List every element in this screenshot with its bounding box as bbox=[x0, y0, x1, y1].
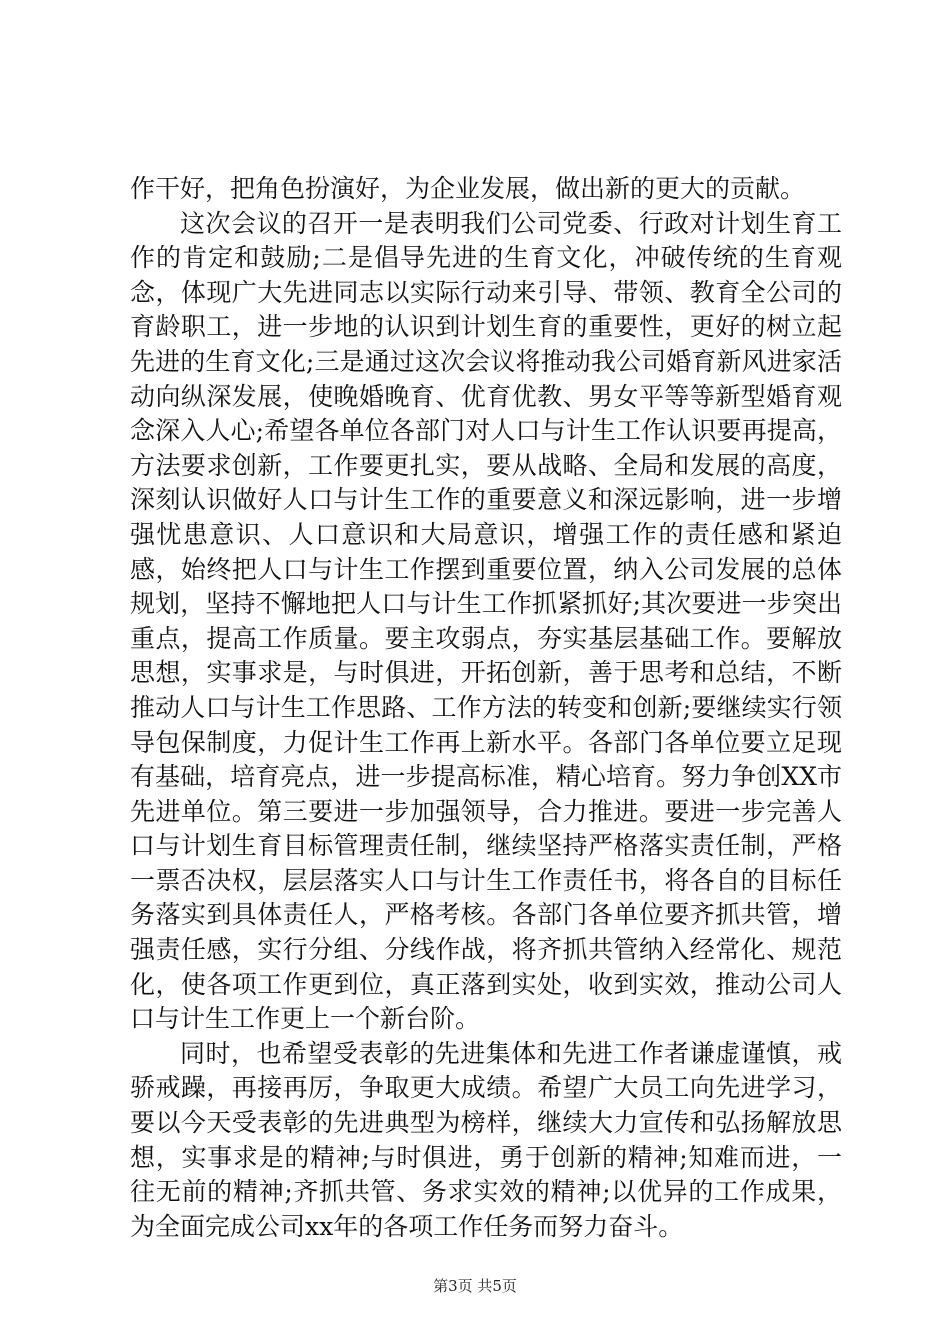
paragraph-continuation: 作干好，把角色扮演好，为企业发展，做出新的更大的贡献。 bbox=[130, 174, 806, 203]
paragraph-closing-hopes: 同时，也希望受表彰的先进集体和先进工作者谦虚谨慎，戒骄戒躁，再接再厉，争取更大成绩。希望广大员工向先进学习，要以今天受表彰的先进典型为榜样，继续大力宣传和弘扬解放思想，实事求是的精神;与时俱进，勇于创新的精神;知难而进，一往无前的精神;齐抓共管、务求实效的精神;以优异的工作成果，为全面完成公司xx年的各项工作任务而努力奋斗。 bbox=[130, 1038, 842, 1241]
document-body bbox=[130, 172, 842, 1244]
page-number-footer: 第3页 共5页 bbox=[433, 1277, 517, 1295]
paragraph-meeting-significance: 这次会议的召开一是表明我们公司党委、行政对计划生育工作的肯定和鼓励;二是倡导先进的生育文化，冲破传统的生育观念，体现广大先进同志以实际行动来引导、带领、教育全公司的育龄职工，进一步地的认识到计划生育的重要性，更好的树立起先进的生育文化;三是通过这次会议将推动我公司婚育新风进家活动向纵深发展，使晚婚晚育、优育优教、男女平等等新型婚育观念深入人心;希望各单位各部门对人口与计生工作认识要再提高，方法要求创新，工作要更扎实，要从战略、全局和发展的高度，深刻认识做好人口与计生工作的重要意义和深远影响，进一步增强忧患意识、人口意识和大局意识，增强工作的责任感和紧迫感，始终把人口与计生工作摆到重要位置，纳入公司发展的总体规划，坚持不懈地把人口与计生工作抓紧抓好;其次要进一步突出重点，提高工作质量。要主攻弱点，夯实基层基础工作。要解放思想，实事求是，与时俱进，开拓创新，善于思考和总结，不断推动人口与计生工作思路、工作方法的转变和创新;要继续实行领导包保制度，力促计生工作再上新水平。各部门各单位要立足现有基础，培育亮点，进一步提高标准，精心培育。努力争创XX市先进单位。第三要进一步加强领导，合力推进。要进一步完善人口与计划生育目标管理责任制，继续坚持严格落实责任制，严格一票否决权，层层落实人口与计生工作责任书，将各自的目标任务落实到具体责任人，严格考核。各部门各单位要齐抓共管，增强责任感，实行分组、分线作战，将齐抓共管纳入经常化、规范化，使各项工作更到位，真正落到实处，收到实效，推动公司人口与计生工作更上一个新台阶。 bbox=[130, 208, 842, 1034]
